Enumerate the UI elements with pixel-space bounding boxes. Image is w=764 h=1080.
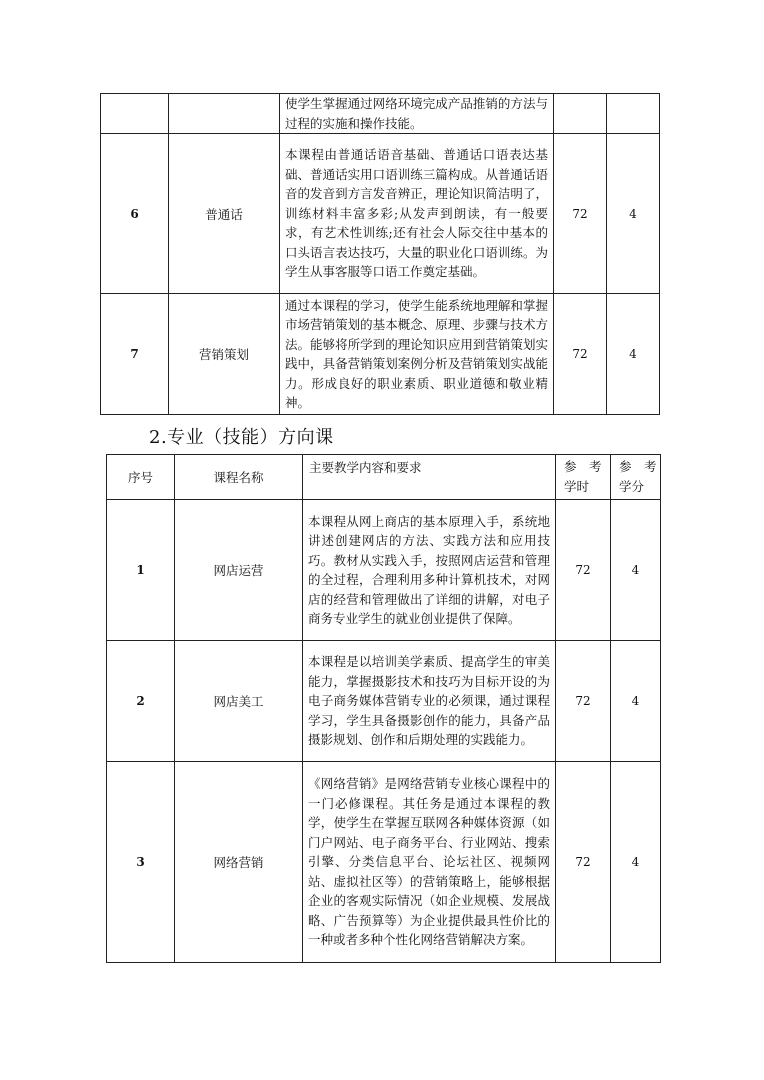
course-content: 使学生掌握通过网络环境完成产品推销的方法与过程的实施和操作技能。 xyxy=(280,94,554,134)
course-name: 普通话 xyxy=(169,134,280,294)
course-credits: 4 xyxy=(607,134,660,294)
course-content: 本课程由普通话语音基础、普通话口语表达基础、普通话实用口语训练三篇构成。从普通话语音的发音到方言发音辨正，理论知识简洁明了，训练材料丰富多彩;从发声到朗读，有一般要求，有艺术性训练;还有社会人际交往中基本的口头语言表达技巧，大量的职业化口语训练。为学生从事客服等口语工作奠定基础。 xyxy=(280,134,554,294)
course-number: 6 xyxy=(101,134,169,294)
course-number: 1 xyxy=(107,500,175,641)
course-content: 《网络营销》是网络营销专业核心课程中的一门必修课程。其任务是通过本课程的教学，使学生在掌握互联网各种媒体资源（如门户网站、电子商务平台、行业网站、搜索引擎、分类信息平台、论坛社区、视频网站、虚拟社区等）的营销策略上，能够根据企业的客观实际情况（如企业规模、发展战略、广告预算等）为企业提供最具性价比的一种或者多种个性化网络营销解决方案。 xyxy=(303,762,556,963)
header-hours xyxy=(556,455,611,500)
course-name: 营销策划 xyxy=(169,294,280,415)
course-table-2 xyxy=(106,454,661,963)
course-hours: 72 xyxy=(556,641,611,762)
course-table-1 xyxy=(100,93,660,415)
course-number: 3 xyxy=(107,762,175,963)
header-content: 主要教学内容和要求 xyxy=(303,455,556,500)
course-name: 网店美工 xyxy=(175,641,303,762)
table-row xyxy=(107,641,661,762)
course-hours: 72 xyxy=(556,500,611,641)
course-name: 网络营销 xyxy=(175,762,303,963)
course-content: 通过本课程的学习，使学生能系统地理解和掌握市场营销策划的基本概念、原理、步骤与技术方法。能够将所学到的理论知识应用到营销策划实践中，具备营销策划案例分析及营销策划实战能力。形成良好的职业素质、职业道德和敬业精神。 xyxy=(280,294,554,415)
course-content: 本课程是以培训美学素质、提高学生的审美能力，掌握摄影技术和技巧为目标开设的为电子商务媒体营销专业的必须课，通过课程学习，学生具备摄影创作的能力，具备产品摄影规划、创作和后期处理的实践能力。 xyxy=(303,641,556,762)
course-number: 2 xyxy=(107,641,175,762)
course-credits: 4 xyxy=(611,500,661,641)
course-hours xyxy=(554,94,607,134)
section-heading: 2.专业（技能）方向课 xyxy=(149,427,334,448)
table-row xyxy=(107,762,661,963)
course-credits: 4 xyxy=(607,294,660,415)
table-row xyxy=(101,134,660,294)
course-hours: 72 xyxy=(554,294,607,415)
table-header-row xyxy=(107,455,661,500)
header-hours-line1: 参 考 xyxy=(564,459,602,474)
header-credits xyxy=(611,455,661,500)
header-credits-line1: 参 考 xyxy=(619,459,657,474)
course-credits: 4 xyxy=(611,762,661,963)
header-course-name: 课程名称 xyxy=(175,455,303,500)
course-hours: 72 xyxy=(554,134,607,294)
course-content: 本课程从网上商店的基本原理入手，系统地讲述创建网店的方法、实践方法和应用技巧。教材从实践入手，按照网店运营和管理的全过程，合理利用多种计算机技术，对网店的经营和管理做出了详细的讲解，对电子商务专业学生的就业创业提供了保障。 xyxy=(303,500,556,641)
course-name xyxy=(169,94,280,134)
course-number xyxy=(101,94,169,134)
course-credits: 4 xyxy=(611,641,661,762)
course-name: 网店运营 xyxy=(175,500,303,641)
header-number: 序号 xyxy=(107,455,175,500)
header-credits-line2: 学分 xyxy=(619,479,645,494)
header-hours-line2: 学时 xyxy=(564,479,590,494)
table-row xyxy=(107,500,661,641)
course-credits xyxy=(607,94,660,134)
course-number: 7 xyxy=(101,294,169,415)
table-row xyxy=(101,294,660,415)
course-hours: 72 xyxy=(556,762,611,963)
table-row xyxy=(101,94,660,134)
